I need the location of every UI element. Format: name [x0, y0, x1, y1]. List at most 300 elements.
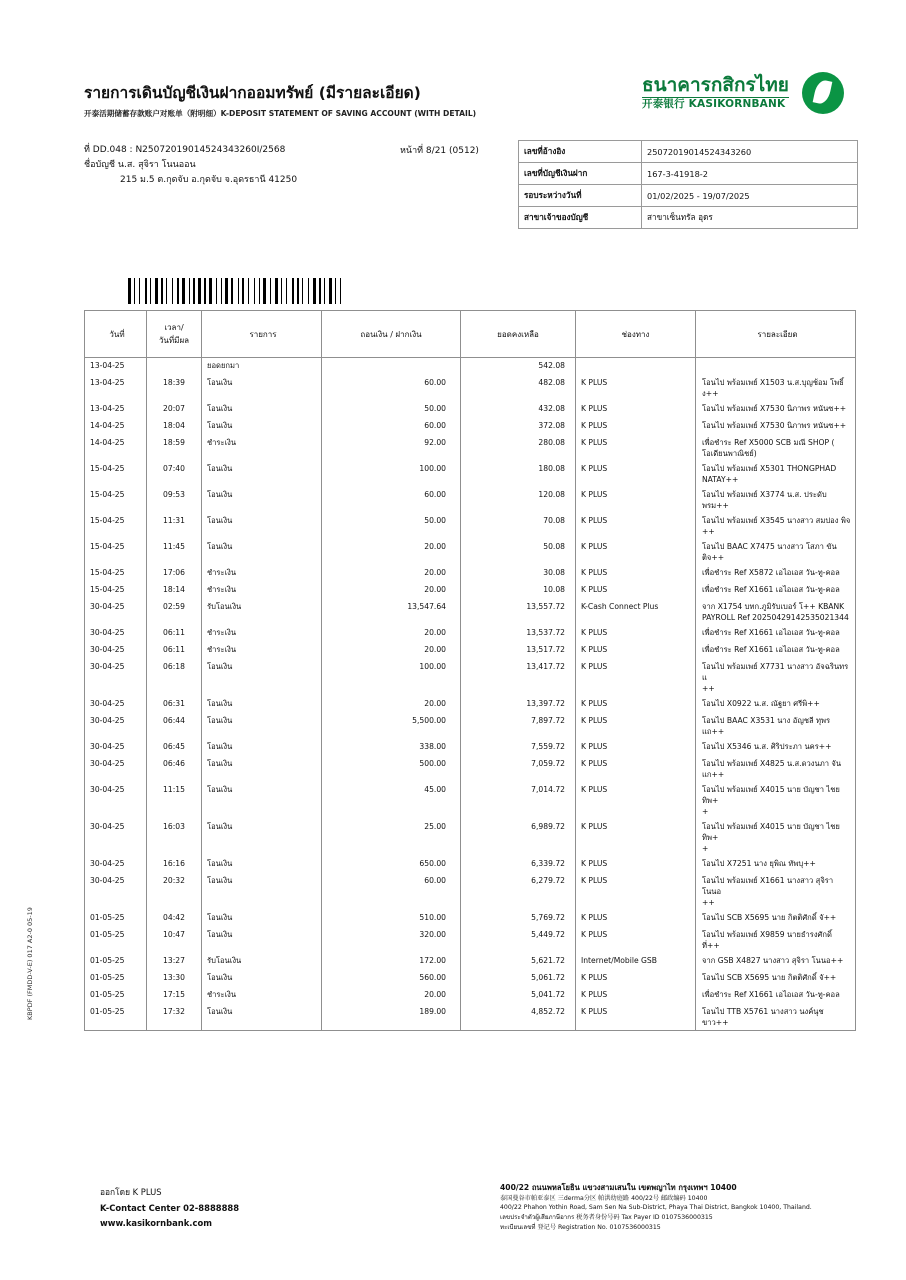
cell-detail: [696, 358, 856, 376]
cell-time: 17:15: [147, 987, 202, 1004]
bank-name-cn-en: 开泰银行 KASIKORNBANK: [642, 97, 789, 110]
cell-description: โอนเงิน: [202, 659, 322, 696]
cell-date: 01-05-25: [85, 953, 147, 970]
table-row: [85, 375, 856, 401]
info-value: สาขาเซ็นทรัล อุดร: [642, 207, 858, 229]
cell-balance: 120.08: [461, 487, 576, 513]
cell-amount: 338.00: [322, 739, 461, 756]
table-row: [85, 582, 856, 599]
cell-balance: 4,852.72: [461, 1004, 576, 1031]
cell-detail: โอนไป X0922 น.ส. ณัฐยา ศรีพิ++: [696, 696, 856, 713]
table-row: [519, 185, 858, 207]
cell-date: 30-04-25: [85, 819, 147, 856]
cell-channel: K PLUS: [576, 659, 696, 696]
cell-time: 13:30: [147, 970, 202, 987]
cell-description: โอนเงิน: [202, 970, 322, 987]
cell-amount: 60.00: [322, 487, 461, 513]
cell-time: 09:53: [147, 487, 202, 513]
doc-ref-line: ที่ DD.048 : N25072019014524343260I/2568: [84, 145, 286, 155]
bank-name-th: ธนาคารกสิกรไทย: [642, 74, 789, 97]
cell-date: 15-04-25: [85, 582, 147, 599]
cell-amount: 650.00: [322, 856, 461, 873]
cell-date: 13-04-25: [85, 375, 147, 401]
cell-detail: โอนไป X7251 นาง ยุพิณ ทัพบุ++: [696, 856, 856, 873]
barcode-bar: [329, 278, 332, 304]
table-row: [519, 163, 858, 185]
cell-description: โอนเงิน: [202, 513, 322, 539]
footer-website[interactable]: www.kasikornbank.com: [100, 1218, 212, 1229]
cell-detail: โอนไป พร้อมเพย์ X3774 น.ส. ประดับ พรม++: [696, 487, 856, 513]
cell-channel: K PLUS: [576, 987, 696, 1004]
barcode-bar: [286, 278, 287, 304]
cell-description: โอนเงิน: [202, 713, 322, 739]
statement-body: [85, 358, 856, 1031]
barcode-bar: [275, 278, 278, 304]
cell-balance: 5,449.72: [461, 927, 576, 953]
cell-time: 16:03: [147, 819, 202, 856]
cell-description: โอนเงิน: [202, 461, 322, 487]
cell-detail: เพื่อชำระ Ref X1661 เอไอเอส วัน-ทู-คอล: [696, 642, 856, 659]
cell-channel: K PLUS: [576, 461, 696, 487]
cell-description: โอนเงิน: [202, 401, 322, 418]
cell-time: 11:15: [147, 782, 202, 819]
barcode-bar: [231, 278, 233, 304]
barcode-bar: [238, 278, 239, 304]
cell-description: ชำระเงิน: [202, 625, 322, 642]
table-row: [85, 642, 856, 659]
cell-channel: K PLUS: [576, 927, 696, 953]
cell-description: โอนเงิน: [202, 927, 322, 953]
cell-channel: K PLUS: [576, 625, 696, 642]
cell-time: 06:11: [147, 625, 202, 642]
cell-balance: 13,417.72: [461, 659, 576, 696]
cell-time: 11:45: [147, 539, 202, 565]
cell-amount: 100.00: [322, 461, 461, 487]
cell-time: 06:46: [147, 756, 202, 782]
cell-detail: เพื่อชำระ Ref X1661 เอไอเอส วัน-ทู-คอล: [696, 987, 856, 1004]
cell-time: 20:32: [147, 873, 202, 910]
account-info: [84, 143, 297, 188]
cell-amount: 20.00: [322, 696, 461, 713]
cell-description: โอนเงิน: [202, 1004, 322, 1031]
cell-balance: 7,897.72: [461, 713, 576, 739]
cell-channel: K PLUS: [576, 565, 696, 582]
cell-amount: 100.00: [322, 659, 461, 696]
cell-description: ชำระเงิน: [202, 565, 322, 582]
barcode-bar: [340, 278, 341, 304]
cell-description: รับโอนเงิน: [202, 599, 322, 625]
cell-balance: 372.08: [461, 418, 576, 435]
cell-description: รับโอนเงิน: [202, 953, 322, 970]
info-key: เลขที่อ้างอิง: [519, 141, 642, 163]
barcode-bar: [270, 278, 271, 304]
cell-date: 01-05-25: [85, 1004, 147, 1031]
barcode-bar: [198, 278, 201, 304]
footer-address-th: 400/22 ถนนพหลโยธิน แขวงสามเสนใน เขตพญาไท กรุงเทพฯ 10400: [500, 1183, 737, 1192]
cell-description: โอนเงิน: [202, 487, 322, 513]
cell-date: 30-04-25: [85, 659, 147, 696]
cell-amount: 5,500.00: [322, 713, 461, 739]
barcode-bar: [225, 278, 228, 304]
footer-contact: K-Contact Center 02-8888888: [100, 1202, 240, 1213]
cell-time: 13:27: [147, 953, 202, 970]
cell-amount: [322, 358, 461, 376]
cell-detail: โอนไป BAAC X7475 นางสาว โสภา ขันติจ++: [696, 539, 856, 565]
address-line: 215 ม.5 ต.กุดจับ อ.กุดจับ จ.อุดรธานี 41250: [120, 174, 298, 185]
cell-description: โอนเงิน: [202, 873, 322, 910]
cell-time: 06:31: [147, 696, 202, 713]
table-row: [85, 461, 856, 487]
cell-detail: โอนไป X5346 น.ส. ศิริประภา นคร++: [696, 739, 856, 756]
cell-description: ยอดยกมา: [202, 358, 322, 376]
table-row: [85, 513, 856, 539]
cell-balance: 5,769.72: [461, 910, 576, 927]
cell-channel: K PLUS: [576, 513, 696, 539]
cell-detail: โอนไป พร้อมเพย์ X1503 น.ส.บุญช้อม โพธิ์ง++: [696, 375, 856, 401]
cell-detail: เพื่อชำระ Ref X5000 SCB มณี SHOP ( โอเดียนพาณิชย์): [696, 435, 856, 461]
barcode-bar: [324, 278, 325, 304]
col-header-amount: ถอนเงิน / ฝากเงิน: [322, 311, 461, 358]
table-row: [85, 487, 856, 513]
cell-time: 06:18: [147, 659, 202, 696]
cell-detail: โอนไป พร้อมเพย์ X1661 นางสาว สุจิรา โนนอ ++: [696, 873, 856, 910]
cell-description: โอนเงิน: [202, 782, 322, 819]
cell-time: 16:16: [147, 856, 202, 873]
cell-date: 30-04-25: [85, 713, 147, 739]
barcode-bar: [145, 278, 147, 304]
cell-description: ชำระเงิน: [202, 435, 322, 461]
cell-time: [147, 358, 202, 376]
table-row: [85, 819, 856, 856]
col-header-desc: รายการ: [202, 311, 322, 358]
cell-description: ชำระเงิน: [202, 987, 322, 1004]
cell-amount: 20.00: [322, 642, 461, 659]
cell-date: 13-04-25: [85, 401, 147, 418]
cell-balance: 6,339.72: [461, 856, 576, 873]
cell-amount: 20.00: [322, 625, 461, 642]
cell-channel: K PLUS: [576, 756, 696, 782]
cell-time: 11:31: [147, 513, 202, 539]
barcode-bar: [242, 278, 244, 304]
cell-detail: จาก GSB X4827 นางสาว สุจิรา โนนอ++: [696, 953, 856, 970]
cell-amount: 20.00: [322, 987, 461, 1004]
table-row: [85, 953, 856, 970]
cell-detail: โอนไป พร้อมเพย์ X4825 น.ส.ดวงนภา จันแก++: [696, 756, 856, 782]
cell-amount: 20.00: [322, 539, 461, 565]
cell-channel: K PLUS: [576, 435, 696, 461]
cell-time: 20:07: [147, 401, 202, 418]
info-key: เลขที่บัญชีเงินฝาก: [519, 163, 642, 185]
cell-balance: 7,014.72: [461, 782, 576, 819]
cell-date: 15-04-25: [85, 461, 147, 487]
barcode-bar: [161, 278, 163, 304]
footer-taxid: เลขประจำตัวผู้เสียภาษีอากร 税务者身份号码 Tax Payer ID 0107536000315: [500, 1213, 713, 1221]
cell-balance: 10.08: [461, 582, 576, 599]
cell-detail: โอนไป พร้อมเพย์ X4015 นาย บัญชา ไชยทิพ+ +: [696, 819, 856, 856]
cell-date: 30-04-25: [85, 782, 147, 819]
cell-time: 10:47: [147, 927, 202, 953]
cell-time: 18:04: [147, 418, 202, 435]
table-row: [85, 401, 856, 418]
cell-channel: K PLUS: [576, 819, 696, 856]
cell-date: 30-04-25: [85, 696, 147, 713]
barcode-bar: [139, 278, 140, 304]
table-row: [85, 713, 856, 739]
barcode-bar: [308, 278, 309, 304]
cell-balance: 30.08: [461, 565, 576, 582]
document-header: [84, 74, 844, 119]
barcode-bar: [189, 278, 190, 304]
cell-balance: 542.08: [461, 358, 576, 376]
cell-time: 18:59: [147, 435, 202, 461]
table-row: [85, 856, 856, 873]
cell-date: 14-04-25: [85, 418, 147, 435]
cell-amount: 20.00: [322, 565, 461, 582]
cell-date: 30-04-25: [85, 873, 147, 910]
cell-balance: 432.08: [461, 401, 576, 418]
cell-channel: K PLUS: [576, 401, 696, 418]
cell-amount: 50.00: [322, 401, 461, 418]
cell-channel: K PLUS: [576, 1004, 696, 1031]
table-row: [519, 141, 858, 163]
table-row: [85, 987, 856, 1004]
cell-channel: [576, 358, 696, 376]
cell-date: 30-04-25: [85, 739, 147, 756]
table-row: [85, 739, 856, 756]
cell-date: 30-04-25: [85, 856, 147, 873]
cell-amount: 500.00: [322, 756, 461, 782]
cell-time: 02:59: [147, 599, 202, 625]
cell-description: โอนเงิน: [202, 696, 322, 713]
cell-detail: โอนไป พร้อมเพย์ X9859 นายธำรงศักดิ์ ที่++: [696, 927, 856, 953]
cell-balance: 13,557.72: [461, 599, 576, 625]
barcode-bar: [155, 278, 158, 304]
cell-date: 30-04-25: [85, 599, 147, 625]
page-subtitle: 开泰活期储蓄存款账户对账单（附明细）K-DEPOSIT STATEMENT OF SAVING ACCOUNT (WITH DETAIL): [84, 109, 477, 118]
cell-balance: 482.08: [461, 375, 576, 401]
barcode-bar: [335, 278, 336, 304]
account-name-line: ชื่อบัญชี น.ส. สุจิรา โนนออน: [84, 159, 196, 170]
barcode-bar: [292, 278, 294, 304]
side-code: KBPDF (FMDD-V-E) 017 A2-0 05-19: [26, 907, 34, 1020]
cell-amount: 20.00: [322, 582, 461, 599]
cell-description: โอนเงิน: [202, 539, 322, 565]
cell-amount: 189.00: [322, 1004, 461, 1031]
cell-time: 06:44: [147, 713, 202, 739]
cell-balance: 7,559.72: [461, 739, 576, 756]
cell-channel: K PLUS: [576, 782, 696, 819]
cell-description: โอนเงิน: [202, 756, 322, 782]
table-row: [85, 782, 856, 819]
cell-balance: 13,537.72: [461, 625, 576, 642]
table-row: [85, 696, 856, 713]
reference-info-table: [518, 140, 858, 229]
cell-channel: K PLUS: [576, 539, 696, 565]
table-row: [85, 565, 856, 582]
cell-description: โอนเงิน: [202, 856, 322, 873]
table-row: [85, 539, 856, 565]
col-header-date: วันที่: [85, 311, 147, 358]
cell-date: 15-04-25: [85, 487, 147, 513]
cell-description: โอนเงิน: [202, 418, 322, 435]
barcode-bar: [297, 278, 299, 304]
col-header-time: เวลา/ วันที่มีผล: [147, 311, 202, 358]
cell-description: โอนเงิน: [202, 739, 322, 756]
cell-time: 17:06: [147, 565, 202, 582]
cell-amount: 92.00: [322, 435, 461, 461]
barcode-bar: [150, 278, 151, 304]
barcode-bar: [193, 278, 195, 304]
barcode: [128, 278, 428, 304]
cell-detail: โอนไป พร้อมเพย์ X7731 นางสาว อัจฉรินทร แ ++: [696, 659, 856, 696]
col-header-balance: ยอดคงเหลือ: [461, 311, 576, 358]
table-row: [85, 659, 856, 696]
barcode-bar: [281, 278, 282, 304]
barcode-bar: [182, 278, 185, 304]
cell-balance: 13,517.72: [461, 642, 576, 659]
table-header-row: [85, 311, 856, 358]
cell-balance: 5,041.72: [461, 987, 576, 1004]
cell-amount: 13,547.64: [322, 599, 461, 625]
info-key: รอบระหว่างวันที่: [519, 185, 642, 207]
barcode-bar: [313, 278, 316, 304]
cell-channel: K PLUS: [576, 418, 696, 435]
cell-balance: 280.08: [461, 435, 576, 461]
cell-detail: โอนไป พร้อมเพย์ X7530 นิภาพร หนันซ++: [696, 418, 856, 435]
cell-detail: โอนไป พร้อมเพย์ X7530 นิภาพร หนันซ++: [696, 401, 856, 418]
cell-detail: โอนไป BAAC X3531 นาง อัญชลี ทุพรแถ++: [696, 713, 856, 739]
table-row: [85, 756, 856, 782]
cell-channel: K PLUS: [576, 856, 696, 873]
cell-amount: 60.00: [322, 418, 461, 435]
page-number: หน้าที่ 8/21 (0512): [400, 146, 479, 156]
footer-address-en: 400/22 Phahon Yothin Road, Sam Sen Na Sub-District, Phaya Thai District, Bangkok 10400, Thailand.: [500, 1204, 812, 1212]
cell-date: 14-04-25: [85, 435, 147, 461]
page-title: รายการเดินบัญชีเงินฝากออมทรัพย์ (มีรายละเอียด): [84, 84, 421, 102]
cell-detail: โอนไป พร้อมเพย์ X3545 นางสาว สมปอง พิจ ++: [696, 513, 856, 539]
cell-date: 30-04-25: [85, 756, 147, 782]
cell-detail: โอนไป TTB X5761 นางสาว นงค์นุช ขาว++: [696, 1004, 856, 1031]
footer-issued-by: ออกโดย K PLUS: [100, 1187, 162, 1197]
cell-description: โอนเงิน: [202, 819, 322, 856]
footer-regno: ทะเบียนเลขที่ 登记号 Registration No. 0107536000315: [500, 1223, 661, 1231]
leaf-icon: [802, 72, 844, 114]
table-row: [85, 927, 856, 953]
cell-channel: K PLUS: [576, 696, 696, 713]
table-row: [85, 358, 856, 376]
barcode-bar: [254, 278, 255, 304]
barcode-bar: [209, 278, 212, 304]
barcode-bar: [134, 278, 135, 304]
cell-amount: 25.00: [322, 819, 461, 856]
cell-description: ชำระเงิน: [202, 642, 322, 659]
barcode-bar: [319, 278, 321, 304]
cell-channel: K PLUS: [576, 970, 696, 987]
table-row: [85, 910, 856, 927]
cell-amount: 50.00: [322, 513, 461, 539]
cell-amount: 510.00: [322, 910, 461, 927]
cell-amount: 172.00: [322, 953, 461, 970]
cell-date: 01-05-25: [85, 927, 147, 953]
cell-date: 15-04-25: [85, 539, 147, 565]
table-row: [85, 435, 856, 461]
cell-balance: 50.08: [461, 539, 576, 565]
cell-time: 07:40: [147, 461, 202, 487]
cell-description: ชำระเงิน: [202, 582, 322, 599]
col-header-detail: รายละเอียด: [696, 311, 856, 358]
barcode-bar: [248, 278, 249, 304]
table-row: [85, 1004, 856, 1031]
cell-date: 30-04-25: [85, 625, 147, 642]
cell-detail: โอนไป พร้อมเพย์ X4015 นาย บัญชา ไชยทิพ+ +: [696, 782, 856, 819]
cell-detail: เพื่อชำระ Ref X5872 เอไอเอส วัน-ทู-คอล: [696, 565, 856, 582]
cell-balance: 180.08: [461, 461, 576, 487]
barcode-bar: [172, 278, 173, 304]
table-row: [85, 873, 856, 910]
cell-time: 17:32: [147, 1004, 202, 1031]
cell-channel: K PLUS: [576, 873, 696, 910]
info-value: 25072019014524343260: [642, 141, 858, 163]
cell-description: โอนเงิน: [202, 910, 322, 927]
cell-channel: K-Cash Connect Plus: [576, 599, 696, 625]
cell-time: 18:39: [147, 375, 202, 401]
cell-detail: เพื่อชำระ Ref X1661 เอไอเอส วัน-ทู-คอล: [696, 582, 856, 599]
cell-channel: K PLUS: [576, 582, 696, 599]
cell-date: 13-04-25: [85, 358, 147, 376]
barcode-bar: [302, 278, 303, 304]
cell-date: 01-05-25: [85, 987, 147, 1004]
info-value: 01/02/2025 - 19/07/2025: [642, 185, 858, 207]
barcode-bar: [128, 278, 131, 304]
info-value: 167-3-41918-2: [642, 163, 858, 185]
table-row: [85, 625, 856, 642]
cell-balance: 6,989.72: [461, 819, 576, 856]
cell-balance: 70.08: [461, 513, 576, 539]
bank-logo: [586, 72, 844, 114]
cell-detail: เพื่อชำระ Ref X1661 เอไอเอส วัน-ทู-คอล: [696, 625, 856, 642]
footer-left: [100, 1185, 239, 1232]
cell-date: 15-04-25: [85, 565, 147, 582]
cell-date: 15-04-25: [85, 513, 147, 539]
cell-time: 04:42: [147, 910, 202, 927]
barcode-bar: [204, 278, 206, 304]
cell-amount: 60.00: [322, 375, 461, 401]
table-row: [519, 207, 858, 229]
cell-time: 06:11: [147, 642, 202, 659]
cell-date: 30-04-25: [85, 642, 147, 659]
cell-date: 01-05-25: [85, 970, 147, 987]
cell-channel: K PLUS: [576, 487, 696, 513]
footer-address-cn: 泰国曼谷市帕亚泰区 三derma分区 帕洪幼庭路 400/22号 邮政编码 10400: [500, 1194, 708, 1202]
statement-table: [84, 310, 856, 1031]
cell-detail: โอนไป SCB X5695 นาย กิตติศักดิ์ จั++: [696, 910, 856, 927]
footer-right: [500, 1182, 812, 1232]
barcode-bar: [221, 278, 222, 304]
cell-detail: โอนไป SCB X5695 นาย กิตติศักดิ์ จั++: [696, 970, 856, 987]
cell-channel: K PLUS: [576, 375, 696, 401]
cell-amount: 560.00: [322, 970, 461, 987]
barcode-bar: [166, 278, 167, 304]
cell-time: 18:14: [147, 582, 202, 599]
table-row: [85, 970, 856, 987]
cell-description: โอนเงิน: [202, 375, 322, 401]
table-row: [85, 418, 856, 435]
table-row: [85, 599, 856, 625]
cell-time: 06:45: [147, 739, 202, 756]
info-key: สาขาเจ้าของบัญชี: [519, 207, 642, 229]
barcode-bar: [259, 278, 260, 304]
barcode-bar: [216, 278, 217, 304]
